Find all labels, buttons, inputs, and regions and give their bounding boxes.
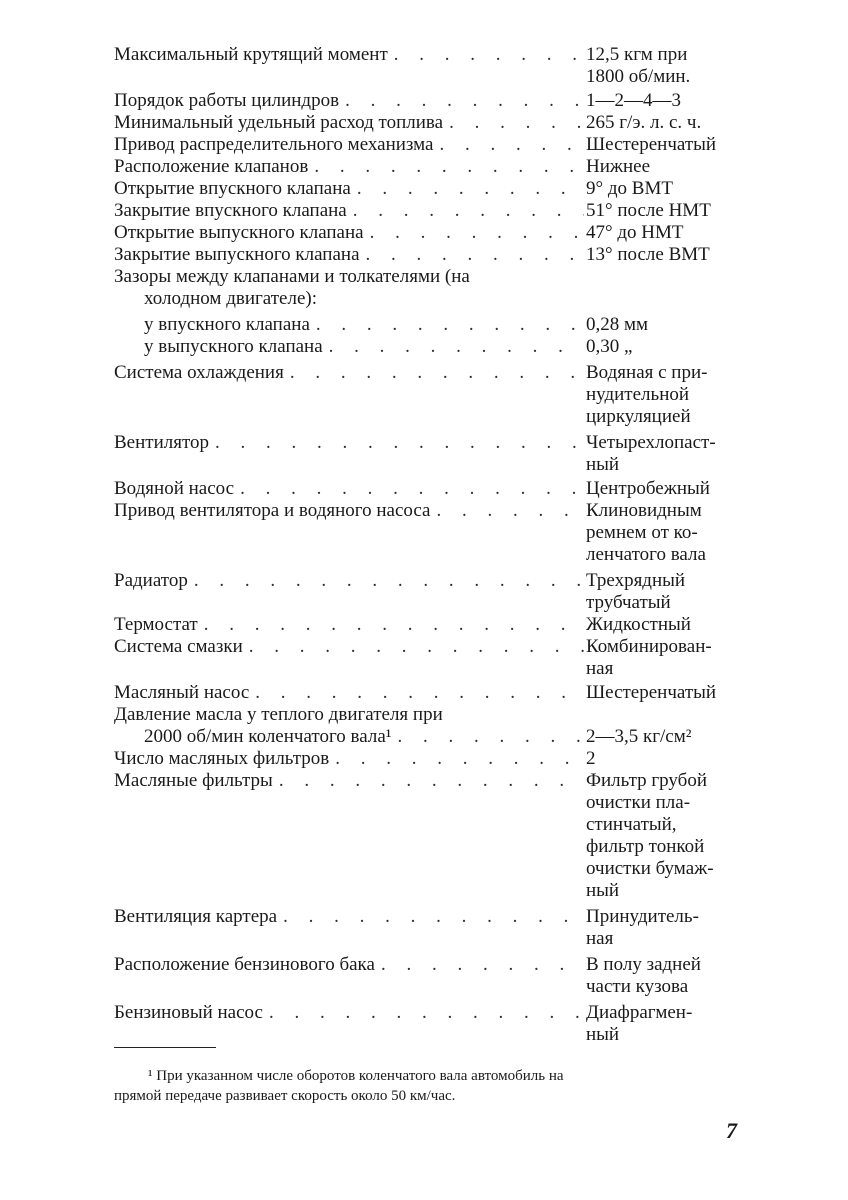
spec-label	[114, 682, 584, 704]
spec-label	[114, 500, 584, 522]
dot-leader	[351, 178, 584, 200]
spec-label-text: Порядок работы цилиндров	[114, 90, 340, 111]
spec-value	[584, 906, 756, 950]
spec-label	[114, 432, 584, 454]
spec-value-line: Трехрядный	[586, 570, 686, 591]
spec-value-line: В полу задней	[586, 954, 701, 975]
dot-leader	[360, 244, 584, 266]
spec-value-line: Клиновидным	[586, 500, 702, 521]
spec-label-text: Привод вентилятора и водяного насоса	[114, 500, 431, 521]
spec-value-line: трубчатый	[586, 592, 671, 613]
spec-value-line: 1—2—4—3	[586, 90, 681, 111]
spec-entry	[114, 704, 754, 748]
spec-entry	[114, 336, 754, 358]
spec-value-line: 2	[586, 748, 596, 769]
footnote	[114, 1066, 750, 1106]
spec-value-line: Центробежный	[586, 478, 710, 499]
spec-value-line: ный	[586, 454, 620, 475]
spec-value-line: Комбинирован-	[586, 636, 712, 657]
dot-leader	[243, 636, 584, 658]
spec-value-line: Фильтр грубой	[586, 770, 708, 791]
spec-value-line: ная	[586, 658, 614, 679]
spec-value	[584, 244, 756, 266]
spec-row	[114, 614, 754, 636]
spec-row	[114, 156, 754, 178]
spec-label	[114, 954, 584, 976]
spec-value-line: Шестеренчатый	[586, 134, 717, 155]
spec-entry	[114, 222, 754, 244]
spec-value-line: Водяная с при-	[586, 362, 708, 383]
spec-label	[114, 1002, 584, 1024]
dot-leader	[234, 478, 584, 500]
spec-row	[114, 726, 754, 748]
spec-row	[114, 748, 754, 770]
spec-value	[584, 222, 756, 244]
spec-value-line: ная	[586, 928, 614, 949]
page-number: 7	[726, 1118, 737, 1143]
spec-entry	[114, 906, 754, 950]
spec-value-line: 265 г/э. л. с. ч.	[586, 112, 702, 133]
dot-leader	[443, 112, 584, 134]
spec-heading-line: холодном двигателе):	[144, 288, 318, 309]
dot-leader	[308, 156, 584, 178]
spec-row	[114, 90, 754, 112]
spec-label	[114, 726, 584, 748]
spec-label	[114, 570, 584, 592]
spec-entry	[114, 614, 754, 636]
spec-value-line: 9° до ВМТ	[586, 178, 673, 199]
spec-value-line: 1800 об/мин.	[586, 66, 691, 87]
dot-leader	[388, 44, 584, 66]
spec-value-line: Диафрагмен-	[586, 1002, 693, 1023]
spec-entry	[114, 156, 754, 178]
spec-label-text: Радиатор	[114, 570, 188, 591]
spec-row	[114, 200, 754, 222]
spec-label-text: у выпускного клапана	[144, 336, 323, 357]
spec-label	[114, 314, 584, 336]
spec-row	[114, 570, 754, 614]
spec-value	[584, 156, 756, 178]
spec-entry	[114, 266, 754, 310]
specification-list	[114, 44, 754, 1046]
dot-leader	[277, 906, 584, 928]
spec-label-text: Система смазки	[114, 636, 243, 657]
spec-label	[114, 478, 584, 500]
spec-label-text: Масляный насос	[114, 682, 250, 703]
spec-row	[114, 478, 754, 500]
spec-entry	[114, 112, 754, 134]
dot-leader	[391, 726, 584, 748]
spec-value	[584, 112, 756, 134]
footnote-line: прямой передаче развивает скорость около 50 км/час.	[114, 1088, 456, 1104]
spec-row	[114, 112, 754, 134]
spec-row	[114, 1002, 754, 1046]
spec-value	[584, 748, 756, 770]
dot-leader	[339, 90, 584, 112]
spec-row	[114, 244, 754, 266]
spec-value-line: 0,30 „	[586, 336, 633, 357]
spec-label	[114, 200, 584, 222]
spec-label	[114, 614, 584, 636]
spec-label	[114, 748, 584, 770]
spec-value-line: циркуляцией	[586, 406, 691, 427]
spec-label	[114, 178, 584, 200]
spec-label	[114, 636, 584, 658]
spec-entry	[114, 90, 754, 112]
spec-row	[114, 906, 754, 950]
spec-label-text: Открытие выпускного клапана	[114, 222, 364, 243]
spec-row	[114, 500, 754, 566]
dot-leader	[273, 770, 584, 792]
footnote-line: ¹ При указанном числе оборотов коленчатого вала автомобиль на	[148, 1068, 564, 1084]
spec-value	[584, 134, 756, 156]
spec-label-text: Система охлаждения	[114, 362, 284, 383]
spec-label-text: Масляные фильтры	[114, 770, 273, 791]
dot-leader	[209, 432, 584, 454]
spec-value-line: 12,5 кгм при	[586, 44, 688, 65]
dot-leader	[249, 682, 584, 704]
spec-label	[114, 906, 584, 928]
spec-label-text: Термостат	[114, 614, 198, 635]
spec-value-line: 0,28 мм	[586, 314, 649, 335]
spec-row	[114, 770, 754, 902]
spec-label-text: Бензиновый насос	[114, 1002, 263, 1023]
spec-row	[114, 336, 754, 358]
spec-value-line: Нижнее	[586, 156, 651, 177]
spec-label	[114, 90, 584, 112]
spec-value	[584, 614, 756, 636]
spec-value	[584, 44, 756, 88]
spec-label-text: у впускного клапана	[144, 314, 310, 335]
spec-entry	[114, 636, 754, 680]
spec-value	[584, 636, 756, 680]
spec-value-line: Шестеренчатый	[586, 682, 717, 703]
spec-value	[584, 478, 756, 500]
spec-row	[114, 44, 754, 88]
spec-entry	[114, 362, 754, 428]
spec-value	[584, 90, 756, 112]
spec-row	[114, 682, 754, 704]
spec-heading-line: Зазоры между клапанами и толкателями (на	[114, 266, 470, 287]
spec-value	[584, 500, 756, 566]
spec-entry	[114, 500, 754, 566]
spec-label	[114, 156, 584, 178]
spec-entry	[114, 1002, 754, 1046]
spec-value-line: нудительной	[586, 384, 690, 405]
spec-entry	[114, 44, 754, 88]
dot-leader	[188, 570, 584, 592]
spec-label-text: Привод распределительного механизма	[114, 134, 434, 155]
spec-value	[584, 336, 756, 358]
spec-value-line: очистки пла-	[586, 792, 691, 813]
spec-value	[584, 178, 756, 200]
spec-value-line: стинчатый,	[586, 814, 677, 835]
spec-row	[114, 314, 754, 336]
spec-label-text: Закрытие выпускного клапана	[114, 244, 360, 265]
spec-label-text: Число масляных фильтров	[114, 748, 330, 769]
spec-label-text: Максимальный крутящий момент	[114, 44, 388, 65]
spec-label	[114, 336, 584, 358]
spec-value-line: 51° после НМТ	[586, 200, 711, 221]
spec-value	[584, 1002, 756, 1046]
spec-entry	[114, 178, 754, 200]
spec-row	[114, 134, 754, 156]
spec-value-line: 2—3,5 кг/см²	[586, 726, 692, 747]
spec-value-line: 13° после ВМТ	[586, 244, 710, 265]
spec-row	[114, 362, 754, 428]
dot-leader	[263, 1002, 584, 1024]
spec-entry	[114, 200, 754, 222]
dot-leader	[364, 222, 584, 244]
dot-leader	[323, 336, 584, 358]
dot-leader	[198, 614, 584, 636]
spec-entry	[114, 432, 754, 476]
spec-row	[114, 636, 754, 680]
spec-value-line: ный	[586, 880, 620, 901]
spec-entry	[114, 244, 754, 266]
spec-value-line: фильтр тонкой	[586, 836, 705, 857]
spec-entry	[114, 954, 754, 998]
spec-value	[584, 200, 756, 222]
spec-label	[114, 770, 584, 792]
spec-value-line: Жидкостный	[586, 614, 691, 635]
spec-entry	[114, 478, 754, 500]
spec-label-text: Расположение клапанов	[114, 156, 309, 177]
spec-label-text: Вентилятор	[114, 432, 210, 453]
footnote-separator	[114, 1047, 216, 1048]
dot-leader	[430, 500, 584, 522]
spec-value	[584, 314, 756, 336]
spec-value-line: части кузова	[586, 976, 689, 997]
spec-value	[584, 770, 756, 902]
spec-value-line: очистки бумаж-	[586, 858, 714, 879]
spec-label	[114, 134, 584, 156]
spec-value	[584, 682, 756, 704]
spec-value-line: ный	[586, 1024, 620, 1045]
dot-leader	[433, 134, 584, 156]
spec-value	[584, 362, 756, 428]
spec-value	[584, 570, 756, 614]
spec-heading-line: Давление масла у теплого двигателя при	[114, 704, 443, 725]
spec-entry	[114, 570, 754, 614]
spec-value-line: Четырехлопаст-	[586, 432, 716, 453]
spec-label-text: 2000 об/мин коленчатого вала¹	[144, 726, 392, 747]
spec-row	[114, 178, 754, 200]
spec-entry	[114, 314, 754, 336]
spec-label	[114, 44, 584, 66]
spec-value-line: ленчатого вала	[586, 544, 706, 565]
spec-entry	[114, 682, 754, 704]
spec-entry	[114, 748, 754, 770]
dot-leader	[310, 314, 584, 336]
spec-label-text: Закрытие впускного клапана	[114, 200, 347, 221]
spec-value-line: Принудитель-	[586, 906, 699, 927]
spec-value-line: ремнем от ко-	[586, 522, 698, 543]
dot-leader	[375, 954, 584, 976]
spec-label-text: Вентиляция картера	[114, 906, 278, 927]
spec-label	[114, 362, 584, 384]
spec-label-text: Открытие впускного клапана	[114, 178, 351, 199]
spec-label-text: Минимальный удельный расход топлива	[114, 112, 444, 133]
spec-label	[114, 222, 584, 244]
spec-row	[114, 432, 754, 476]
dot-leader	[347, 200, 584, 222]
spec-value	[584, 432, 756, 476]
spec-entry	[114, 134, 754, 156]
spec-row	[114, 222, 754, 244]
spec-entry	[114, 770, 754, 902]
spec-label-text: Расположение бензинового бака	[114, 954, 375, 975]
spec-label	[114, 244, 584, 266]
spec-label-text: Водяной насос	[114, 478, 235, 499]
dot-leader	[284, 362, 584, 384]
spec-value	[584, 726, 756, 748]
spec-label	[114, 112, 584, 134]
spec-row	[114, 954, 754, 998]
spec-value	[584, 954, 756, 998]
dot-leader	[329, 748, 584, 770]
spec-value-line: 47° до НМТ	[586, 222, 684, 243]
